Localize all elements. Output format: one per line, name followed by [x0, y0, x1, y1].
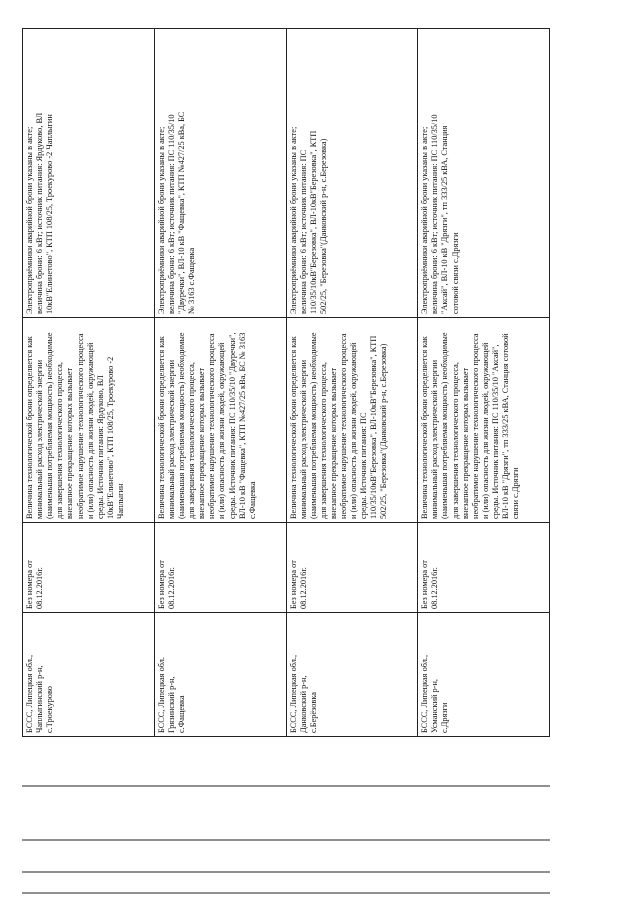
object-cell	[286, 613, 418, 737]
act-number-cell	[286, 523, 418, 613]
object-cell	[23, 613, 155, 737]
act-number-cell	[23, 523, 155, 613]
emergency-reserve-cell	[154, 29, 286, 318]
act-number-text: Без номера от 08.12.2016г.	[420, 560, 440, 609]
emergency-reserve-text: Электроприёмники аварийной брони указаны в акте; величина брони: 6 кВт; источник питания: ПС 110/35/10 "Двуречки", ВЛ-10 кВ "Фащевка", КТП №427/25 кВа, БС № 3163 с.Фащевка	[156, 111, 197, 314]
emergency-reserve-cell	[418, 29, 550, 318]
object-text: БССС, Липецкая обл., Чаплыгинский р-н, с.Троекурово	[25, 654, 55, 733]
object-cell	[154, 613, 286, 737]
act-number-text: Без номера от 08.12.2016г.	[156, 560, 176, 609]
technological-reserve-text: Величина технологической брони определяется как минимальный расход электрической энергии (наименьшая потребляемая мощность) необходимые для завершения технологического процесса, внезапное прекращение которых вызывает необратимое нарушение технологического процесса и (или) опасность для жизни людей, окружающей среды. Источник питания: ПС 110/35/10 "Аксай", ВЛ-10 кВ "Дрязги", тп 333/25 кВА, Станция сотовой связи с.Дрязги	[420, 332, 521, 519]
table-row	[23, 29, 155, 737]
emergency-reserve-text: Электроприёмники аварийной брони указаны в акте; величина брони: 6 кВт; источник питания: ПС 110/35/10 "Аксай", ВЛ-10 кВ "Дрязги", тп 333/25 кВА, Станция сотовой связи с.Дрязги	[420, 114, 460, 314]
object-text: БССС, Липецкая обл. Грязинский р-н, с.Фащевка	[156, 657, 186, 733]
technological-reserve-text: Величина технологической брони определяется как минимальный расход электрической энергии (наименьшая потребляемая мощность) необходимые для завершения технологического процесса, внезапное прекращение которых вызывает необратимое нарушение технологического процесса и (или) опасность для жизни людей, окружающей среды. Источник питания: ПС 110/35/10кВ"Березовка", ВЛ-10кВ"Березовка", КТП 502/25, "Березовка"(Данковский р-н, с.Березовка)	[288, 332, 389, 519]
emergency-reserve-cell	[23, 29, 155, 318]
object-cell	[418, 613, 550, 737]
act-number-cell	[418, 523, 550, 613]
rotated-table-block	[22, 29, 550, 737]
table-row	[286, 29, 418, 737]
act-number-cell	[154, 523, 286, 613]
technological-reserve-cell	[286, 318, 418, 523]
technological-reserve-text: Величина технологической брони определяется как минимальный расход электрической энергии (наименьшая потребляемая мощность) необходимые для завершения технологического процесса, внезапное прекращение которых вызывает необратимое нарушение технологического процесса и (или) опасность для жизни людей, окружающей среды. Источник питания: ПС 110/35/10 "Двуречки", ВЛ-10 кВ "Фащевка", КТП №427/25 кВа, БС № 3163 с.Фащевка	[156, 332, 257, 519]
technological-reserve-cell	[23, 318, 155, 523]
emergency-reserve-text: Электроприёмники аварийной брони указаны в акте; величина брони: 6 кВт; источник питания: Ярдуково, ВЛ 10кВ"Елинетово", КТП 108/25, Троекурово -2 Чаплыгин	[25, 112, 55, 314]
object-text: БССС, Липецкая обл., Данковский р-н, с.Берёзовка	[288, 654, 318, 733]
emergency-reserve-text: Электроприёмники аварийной брони указаны в акте; величина брони: 6 кВт; источник питания: ПС 110/35/10кВ"Березовка", ВЛ-10кВ"Березовка", КТП 502/25, "Березовка"(Данковский р-н, с.Березовка)	[288, 126, 328, 314]
technological-reserve-text: Величина технологической брони определяется как минимальный расход электрической энергии (наименьшая потребляемая мощность) необходимые для завершения технологического процесса, внезапное прекращение которых вызывает необратимое нарушение технологического процесса и (или) опасность для жизни людей, окружающей среды. Источник питания: Ярдуково, ВЛ 10кВ"Елинетово", КТП 108/25, Троекурово -2 Чаплыгин	[25, 332, 125, 519]
act-number-text: Без номера от 08.12.2016г.	[288, 560, 308, 609]
technological-reserve-cell	[418, 318, 550, 523]
table-row	[418, 29, 550, 737]
emergency-reserve-cell	[286, 29, 418, 318]
object-text: БССС, Липецкая обл., Усманский р-н, с.Дрязги	[420, 654, 450, 733]
technological-reserve-cell	[154, 318, 286, 523]
table-row	[154, 29, 286, 737]
act-number-text: Без номера от 08.12.2016г.	[25, 560, 45, 609]
reservation-table	[22, 28, 550, 737]
